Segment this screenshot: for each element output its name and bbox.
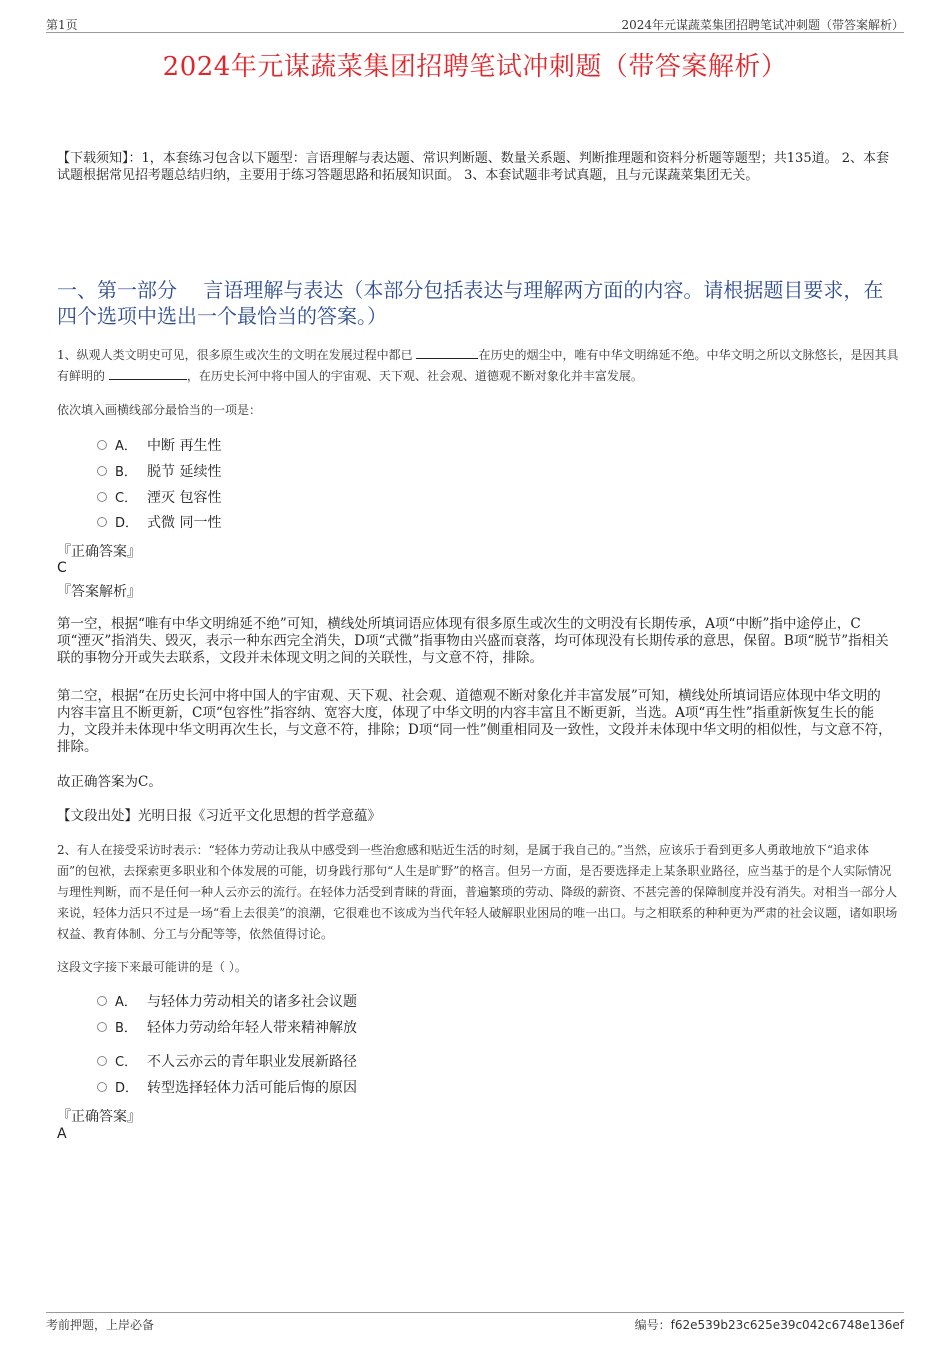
q1-option-b[interactable] <box>97 462 221 482</box>
q2-option-c[interactable] <box>97 1052 357 1072</box>
q1-option-c[interactable] <box>97 488 221 508</box>
footer-code <box>635 1316 904 1333</box>
option-text: 中断 再生性 <box>147 438 222 454</box>
q1-option-d[interactable] <box>97 513 221 533</box>
q1-answer-label: 『正确答案』 <box>57 544 141 560</box>
q2-answer-label: 『正确答案』 <box>57 1109 141 1125</box>
q1-conclusion: 故正确答案为C。 <box>57 774 162 790</box>
radio-icon[interactable] <box>97 466 107 476</box>
q2-answer: A <box>57 1126 67 1142</box>
radio-icon[interactable] <box>97 1082 107 1092</box>
page-title: 2024年元谋蔬菜集团招聘笔试冲刺题（带答案解析） <box>162 52 788 82</box>
option-letter: C． <box>115 1055 138 1070</box>
radio-icon[interactable] <box>97 1056 107 1066</box>
footer-code-value: f62e539b23c625e39c042c6748e136ef <box>670 1318 904 1332</box>
q1-analysis-paragraph-2: 第二空，根据“在历史长河中将中国人的宇宙观、天下观、社会观、道德观不断对象化并丰富发展”可知，横线处所填词语应体现中华文明的内容丰富且不断更新，C项“包容性”指容纳、宽容大度，体现了中华文明的内容丰富且不断更新，当选。A项“再生性”指重新恢复生长的能力，文段并未体现中华文明再次生长，与文意不符，排除；D项“同一性”侧重相同及一致性，文段并未体现中华文明的相似性，与文意不符，排除。 <box>57 688 892 755</box>
q1-analysis-label: 『答案解析』 <box>57 584 141 600</box>
page-footer <box>46 1312 904 1335</box>
question-2-text: 2、有人在接受采访时表示：“轻体力劳动让我从中感受到一些治愈感和贴近生活的时刻，是属于我自己的。”当然，应该乐于看到更多人勇敢地放下“追求体面”的包袱，去探索更多职业和个体发展的可能，切身践行那句“人生是旷野”的格言。但另一方面，是否要选择走上某条职业路径，应当基于的是个人实际情况与理性判断，而不是任何一种人云亦云的流行。在轻体力活受到青睐的背面，普遍繁琐的劳动、降级的薪资、不甚完善的保障制度并没有消失。对相当一部分人来说，轻体力活只不过是一场“看上去很美”的浪潮，它很难也不该成为当代年轻人破解职业困局的唯一出口。与之相联系的种种更为严肃的社会议题，诸如职场权益、教育体制、分工与分配等等，依然值得讨论。 <box>57 843 898 941</box>
fill-blank-2 <box>109 368 187 380</box>
option-letter: A． <box>115 995 137 1010</box>
option-letter: D． <box>115 516 139 531</box>
option-text: 湮灭 包容性 <box>147 490 222 506</box>
question-2-prompt: 这段文字接下来最可能讲的是（ ）。 <box>57 960 247 974</box>
radio-icon[interactable] <box>97 517 107 527</box>
radio-icon[interactable] <box>97 1022 107 1032</box>
question-1-prompt: 依次填入画横线部分最恰当的一项是： <box>57 403 262 417</box>
option-letter: C． <box>115 491 138 506</box>
fill-blank-1 <box>416 347 478 359</box>
radio-icon[interactable] <box>97 996 107 1006</box>
option-letter: B． <box>115 1021 137 1036</box>
question-1-text-part-b: 在历史的烟尘中，唯有中华文明绵延不绝。中华文明之所以文脉悠长，是因其具有鲜明的 <box>57 348 899 383</box>
option-text: 与轻体力劳动相关的诸多社会议题 <box>147 994 357 1010</box>
radio-icon[interactable] <box>97 440 107 450</box>
option-letter: B． <box>115 465 137 480</box>
q2-option-b[interactable] <box>97 1018 357 1038</box>
footer-code-label: 编号： <box>634 1318 671 1332</box>
page-header <box>46 14 904 33</box>
page-number: 第1页 <box>46 18 78 32</box>
option-text: 脱节 延续性 <box>147 464 222 480</box>
question-1-text-part-c: ，在历史长河中将中国人的宇宙观、天下观、社会观、道德观不断对象化并丰富发展。 <box>186 369 643 383</box>
option-text: 转型选择轻体力活可能后悔的原因 <box>147 1080 357 1096</box>
q1-option-a[interactable] <box>97 436 221 456</box>
radio-icon[interactable] <box>97 492 107 502</box>
section-heading: 一、第一部分 言语理解与表达（本部分包括表达与理解两方面的内容。请根据题目要求，在四个选项中选出一个最恰当的答案。） <box>57 278 884 328</box>
download-notice: 【下载须知】：1，本套练习包含以下题型：言语理解与表达题、常识判断题、数量关系题、判断推理题和资料分析题等题型；共135道。 2、本套试题根据常见招考题总结归纳，主要用于练习答题思路和拓展知识面。 3、本套试题非考试真题，且与元谋蔬菜集团无关。 <box>57 151 889 183</box>
question-1-text-part-a: 1、纵观人类文明史可见，很多原生或次生的文明在发展过程中都已 <box>57 348 417 362</box>
q2-option-a[interactable] <box>97 992 357 1012</box>
option-text: 式微 同一性 <box>147 515 222 531</box>
footer-slogan: 考前押题，上岸必备 <box>46 1318 155 1332</box>
question-1-text <box>57 345 899 387</box>
q1-analysis-paragraph-1: 第一空，根据“唯有中华文明绵延不绝”可知，横线处所填词语应体现有很多原生或次生的文明没有长期传承，A项“中断”指中途停止，C项“湮灭”指消失、毁灭，表示一种东西完全消失，D项“式微”指事物由兴盛而衰落，均可体现没有长期传承的意思，保留。B项“脱节”指相关联的事物分开或失去联系，文段并未体现文明之间的关联性，与文意不符，排除。 <box>57 616 889 666</box>
q1-source: 【文段出处】光明日报《习近平文化思想的哲学意蕴》 <box>57 808 381 824</box>
option-text: 轻体力劳动给年轻人带来精神解放 <box>147 1020 357 1036</box>
option-letter: D． <box>115 1081 139 1096</box>
q1-answer: C <box>57 560 67 576</box>
q2-option-d[interactable] <box>97 1078 357 1098</box>
header-doc-title: 2024年元谋蔬菜集团招聘笔试冲刺题（带答案解析） <box>621 18 904 32</box>
option-text: 不人云亦云的青年职业发展新路径 <box>147 1054 357 1070</box>
option-letter: A． <box>115 439 137 454</box>
